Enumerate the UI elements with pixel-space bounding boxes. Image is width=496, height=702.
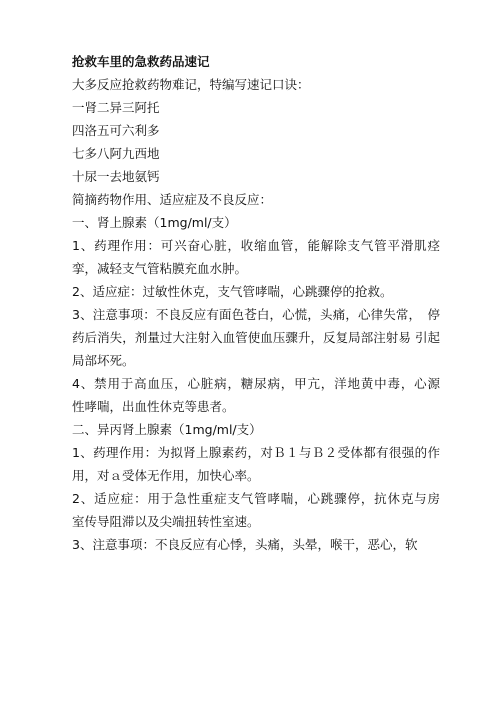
mnemonic-line-3: 七多八阿九西地 bbox=[72, 146, 160, 161]
drug1-pharmacology: 1、药理作用：可兴奋心脏，收缩血管，能解除支气管平滑肌痉 挛，减轻支气管粘膜充血水肿。 bbox=[72, 238, 440, 276]
drug1-precautions: 3、注意事项：不良反应有面色苍白，心慌，头痛，心律失常， 停药后消失，剂量过大注射入血管使血压骤升，反复局部注射易 引起局部坏死。 bbox=[72, 307, 440, 368]
document-body bbox=[72, 50, 453, 556]
drug1-heading: 一、肾上腺素（1mg/ml/支） bbox=[72, 215, 237, 230]
document-title: 抢救车里的急救药品速记 bbox=[72, 54, 210, 69]
drug1-indication: 2、适应症：过敏性休克，支气管哮喘，心跳骤停的抢救。 bbox=[72, 284, 393, 299]
mnemonic-line-4: 十尿一去地氨钙 bbox=[72, 169, 160, 184]
drug2-indication: 2、适应症：用于急性重症支气管哮喘，心跳骤停，抗休克与房 室传导阻滞以及尖端扭转性室速。 bbox=[72, 491, 453, 529]
mnemonic-line-2: 四洛五可六利多 bbox=[72, 123, 160, 138]
drug2-heading: 二、异丙肾上腺素（1mg/ml/支） bbox=[72, 422, 262, 437]
mnemonic-line-1: 一肾二异三阿托 bbox=[72, 100, 160, 115]
drug2-pharmacology: 1、药理作用：为拟肾上腺素药，对Ｂ１与Ｂ２受体都有很强的作用，对ａ受体无作用，加快心率。 bbox=[72, 445, 440, 483]
drug2-precautions: 3、注意事项：不良反应有心悸，头痛，头晕，喉干，恶心，软 bbox=[72, 537, 418, 552]
drug1-contraindications: 4、禁用于高血压，心脏病，糖尿病，甲亢，洋地黄中毒，心源 性哮喘，出血性休克等患者。 bbox=[72, 376, 453, 414]
summary-heading: 简摘药物作用、适应症及不良反应： bbox=[72, 192, 273, 207]
intro-line: 大多反应抢救药物难记，特编写速记口诀： bbox=[72, 77, 310, 92]
